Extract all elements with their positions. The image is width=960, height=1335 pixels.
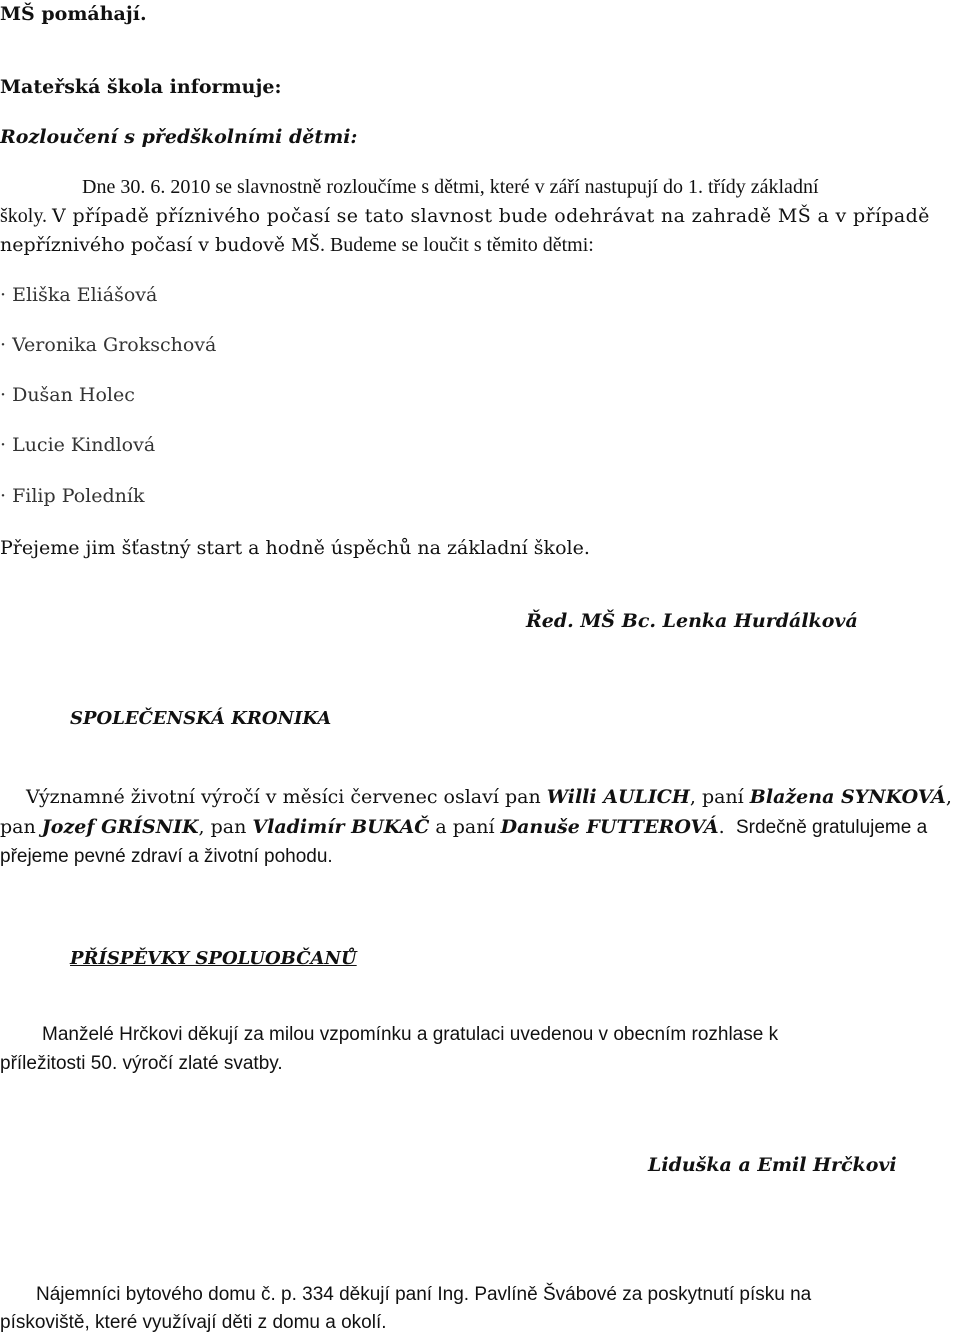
chronicle-congrats-text: Srdečně gratulujeme a <box>736 817 928 838</box>
farewell-wish-text: Přejeme jim šťastný start a hodně úspěchů na základní škole. <box>0 537 590 559</box>
subsection-heading-farewell: Rozloučení s předškolními dětmi: <box>0 126 358 148</box>
honoree-name: Willi AULICH <box>546 786 690 808</box>
contribution-paragraph-line: Nájemníci bytového domu č. p. 334 děkují paní Ing. Pavlíně Švábové za poskytnutí písku na <box>36 1284 812 1305</box>
child-list-item: · Filip Poledník <box>0 485 145 507</box>
page-intro-text: MŠ pomáhají. <box>0 3 147 25</box>
farewell-signature: Řed. MŠ Bc. Lenka Hurdálková <box>526 610 858 632</box>
contribution-paragraph-line: pískoviště, které využívají děti z domu a okolí. <box>0 1312 387 1333</box>
contribution-paragraph-line: Manželé Hrčkovi děkují za milou vzpomínku a gratulaci uvedenou v obecním rozhlase k <box>42 1024 779 1045</box>
chronicle-paragraph-line: pan Jozef GRÍSNIK, pan Vladimír BUKAČ a paní Danuše FUTTEROVÁ. <box>0 816 725 838</box>
farewell-paragraph-line: školy. V případě příznivého počasí se tato slavnost bude odehrávat na zahradě MŠ a v případě <box>0 205 930 227</box>
chronicle-paragraph-line: Významné životní výročí v měsíci červenec oslaví pan Willi AULICH, paní Blažena SYNKOVÁ, <box>26 786 952 808</box>
farewell-paragraph-line: Dne 30. 6. 2010 se slavnostně rozloučíme s dětmi, které v září nastupují do 1. třídy základní <box>82 176 819 198</box>
child-list-item: · Lucie Kindlová <box>0 434 156 456</box>
honoree-name: Jozef GRÍSNIK <box>41 816 199 838</box>
chronicle-paragraph-line: přejeme pevné zdraví a životní pohodu. <box>0 846 333 867</box>
child-list-item: · Veronika Grokschová <box>0 334 217 356</box>
contribution-paragraph-line: příležitosti 50. výročí zlaté svatby. <box>0 1053 283 1074</box>
section-heading-chronicle: SPOLEČENSKÁ KRONIKA <box>70 708 332 729</box>
honoree-name: Vladimír BUKAČ <box>252 816 430 838</box>
honoree-name: Blažena SYNKOVÁ <box>749 786 946 808</box>
farewell-paragraph-line: nepříznivého počasí v budově MŠ. Budeme se loučit s těmito dětmi: <box>0 234 594 256</box>
section-heading-school: Mateřská škola informuje: <box>0 76 282 98</box>
child-list-item: · Dušan Holec <box>0 384 135 406</box>
contribution-signature: Liduška a Emil Hrčkovi <box>648 1154 897 1176</box>
honoree-name: Danuše FUTTEROVÁ <box>500 816 719 838</box>
section-heading-contributions: PŘÍSPĚVKY SPOLUOBČANŮ <box>70 948 357 969</box>
child-list-item: · Eliška Eliášová <box>0 284 158 306</box>
